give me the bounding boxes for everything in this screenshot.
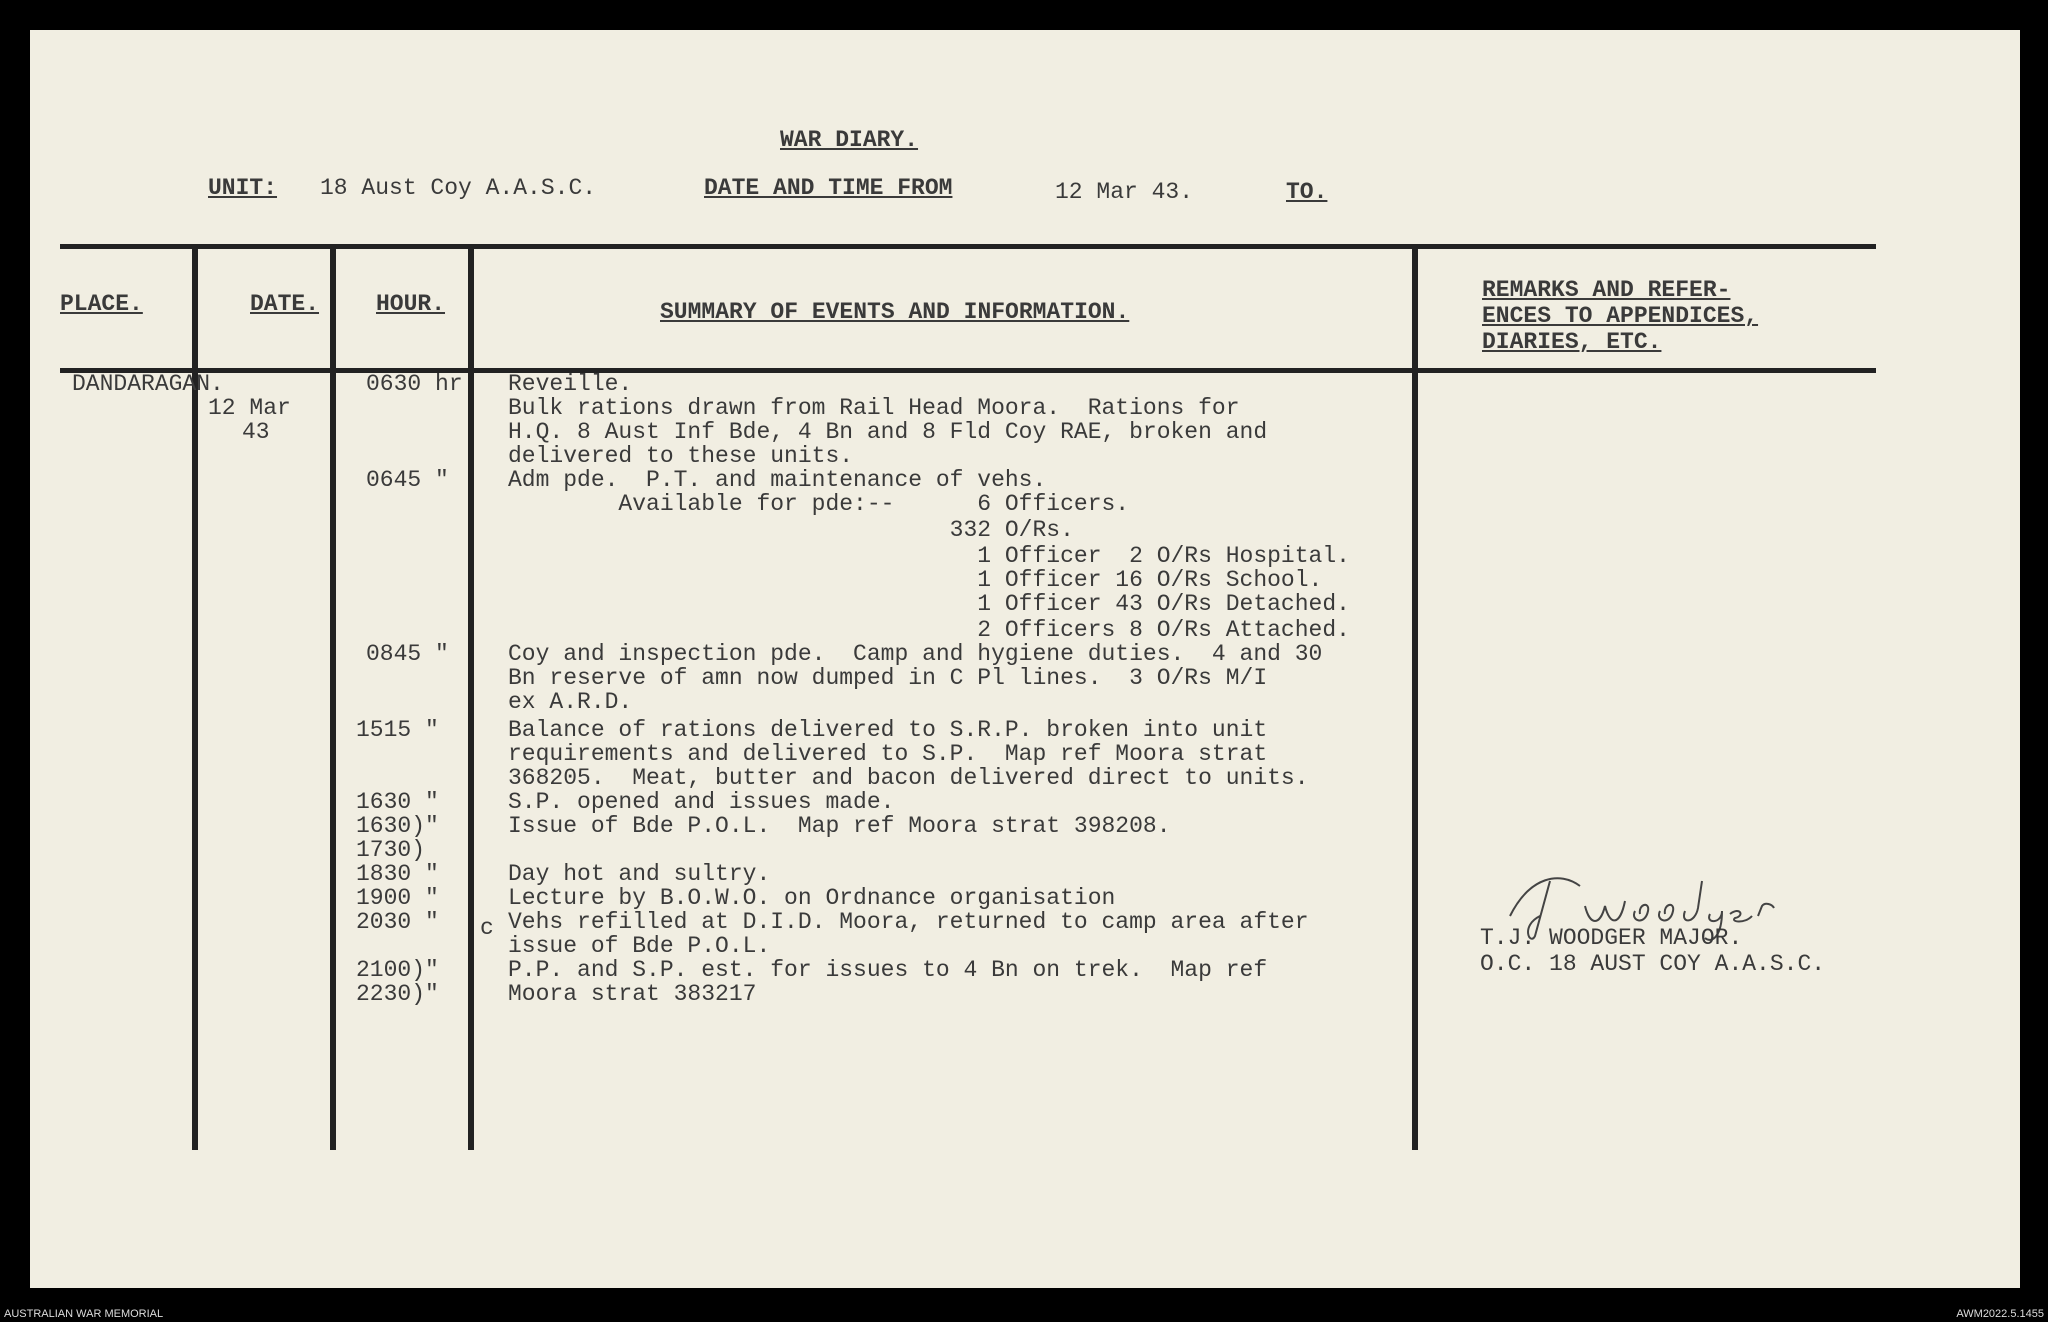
header-remarks-line-1: REMARKS AND REFER-	[1482, 277, 1731, 303]
summary-line: Coy and inspection pde. Camp and hygiene duties. 4 and 30	[508, 641, 1323, 667]
signature-title: O.C. 18 AUST COY A.A.S.C.	[1480, 951, 1826, 977]
unit-label: UNIT:	[208, 175, 278, 201]
to-label: TO.	[1286, 179, 1328, 205]
summary-line: Vehs refilled at D.I.D. Moora, returned to camp area after	[508, 909, 1309, 935]
hour-entry: 2100)"	[356, 957, 439, 983]
column-divider-hour	[468, 248, 474, 1150]
summary-line: Bn reserve of amn now dumped in C Pl lines. 3 O/Rs M/I	[508, 665, 1268, 691]
date-from-value: 12 Mar 43.	[1055, 179, 1194, 205]
summary-line: Lecture by B.O.W.O. on Ordnance organisation	[508, 885, 1116, 911]
hour-entry: 2230)"	[356, 981, 439, 1007]
summary-line: Bulk rations drawn from Rail Head Moora. Rations for	[508, 395, 1240, 421]
hour-entry: 0845 "	[366, 641, 449, 667]
header-date: DATE.	[250, 291, 320, 317]
header-hour: HOUR.	[376, 291, 446, 317]
summary-line: 332 O/Rs.	[508, 517, 1074, 543]
summary-line: Available for pde:-- 6 Officers.	[508, 491, 1130, 517]
column-divider-summary	[1412, 248, 1418, 1150]
signature-name: T.J. WOODGER MAJOR.	[1480, 925, 1743, 951]
hour-entry: 1515 "	[356, 717, 439, 743]
summary-line: 1 Officer 43 O/Rs Detached.	[508, 591, 1350, 617]
hour-entry: 0645 "	[366, 467, 449, 493]
hour-entry: 1630 "	[356, 789, 439, 815]
entry-date-line-2: 43	[242, 419, 270, 445]
header-remarks-line-3: DIARIES, ETC.	[1482, 329, 1662, 355]
header-place: PLACE.	[60, 291, 143, 317]
summary-line: requirements and delivered to S.P. Map ref Moora strat	[508, 741, 1268, 767]
summary-line: 1 Officer 16 O/Rs School.	[508, 567, 1323, 593]
diary-title: WAR DIARY.	[780, 127, 919, 153]
summary-line: Issue of Bde P.O.L. Map ref Moora strat 398208.	[508, 813, 1171, 839]
date-from-label: DATE AND TIME FROM	[704, 175, 953, 201]
hour-entry: 1830 "	[356, 861, 439, 887]
header-remarks-line-2: ENCES TO APPENDICES,	[1482, 303, 1759, 329]
summary-line: Day hot and sultry.	[508, 861, 771, 887]
summary-line: S.P. opened and issues made.	[508, 789, 895, 815]
hour-entry: 1900 "	[356, 885, 439, 911]
footer-catalogue-number: AWM2022.5.1455	[1956, 1308, 2044, 1320]
entry-place: DANDARAGAN.	[72, 371, 224, 397]
document-page	[30, 30, 2020, 1288]
unit-value: 18 Aust Coy A.A.S.C.	[320, 175, 597, 201]
summary-line: H.Q. 8 Aust Inf Bde, 4 Bn and 8 Fld Coy RAE, broken and	[508, 419, 1268, 445]
hour-entry: 1730)	[356, 837, 426, 863]
hour-entry: 0630 hr	[366, 371, 463, 397]
entry-date-line-1: 12 Mar	[208, 395, 291, 421]
hour-entry: 2030 "	[356, 909, 439, 935]
summary-line: 1 Officer 2 O/Rs Hospital.	[508, 543, 1350, 569]
summary-line: delivered to these units.	[508, 443, 854, 469]
summary-line: Adm pde. P.T. and maintenance of vehs.	[508, 467, 1047, 493]
hour-entry: 1630)"	[356, 813, 439, 839]
column-divider-date	[330, 248, 336, 1150]
summary-line: Reveille.	[508, 371, 633, 397]
footer-source-label: AUSTRALIAN WAR MEMORIAL	[4, 1308, 164, 1320]
summary-line: issue of Bde P.O.L.	[508, 933, 771, 959]
summary-line: P.P. and S.P. est. for issues to 4 Bn on trek. Map ref	[508, 957, 1268, 983]
margin-mark: c	[480, 915, 494, 941]
summary-line: 368205. Meat, butter and bacon delivered direct to units.	[508, 765, 1309, 791]
summary-line: Moora strat 383217	[508, 981, 757, 1007]
summary-line: ex A.R.D.	[508, 689, 633, 715]
summary-line: 2 Officers 8 O/Rs Attached.	[508, 617, 1350, 643]
header-summary: SUMMARY OF EVENTS AND INFORMATION.	[660, 299, 1130, 325]
summary-line: Balance of rations delivered to S.R.P. broken into unit	[508, 717, 1268, 743]
